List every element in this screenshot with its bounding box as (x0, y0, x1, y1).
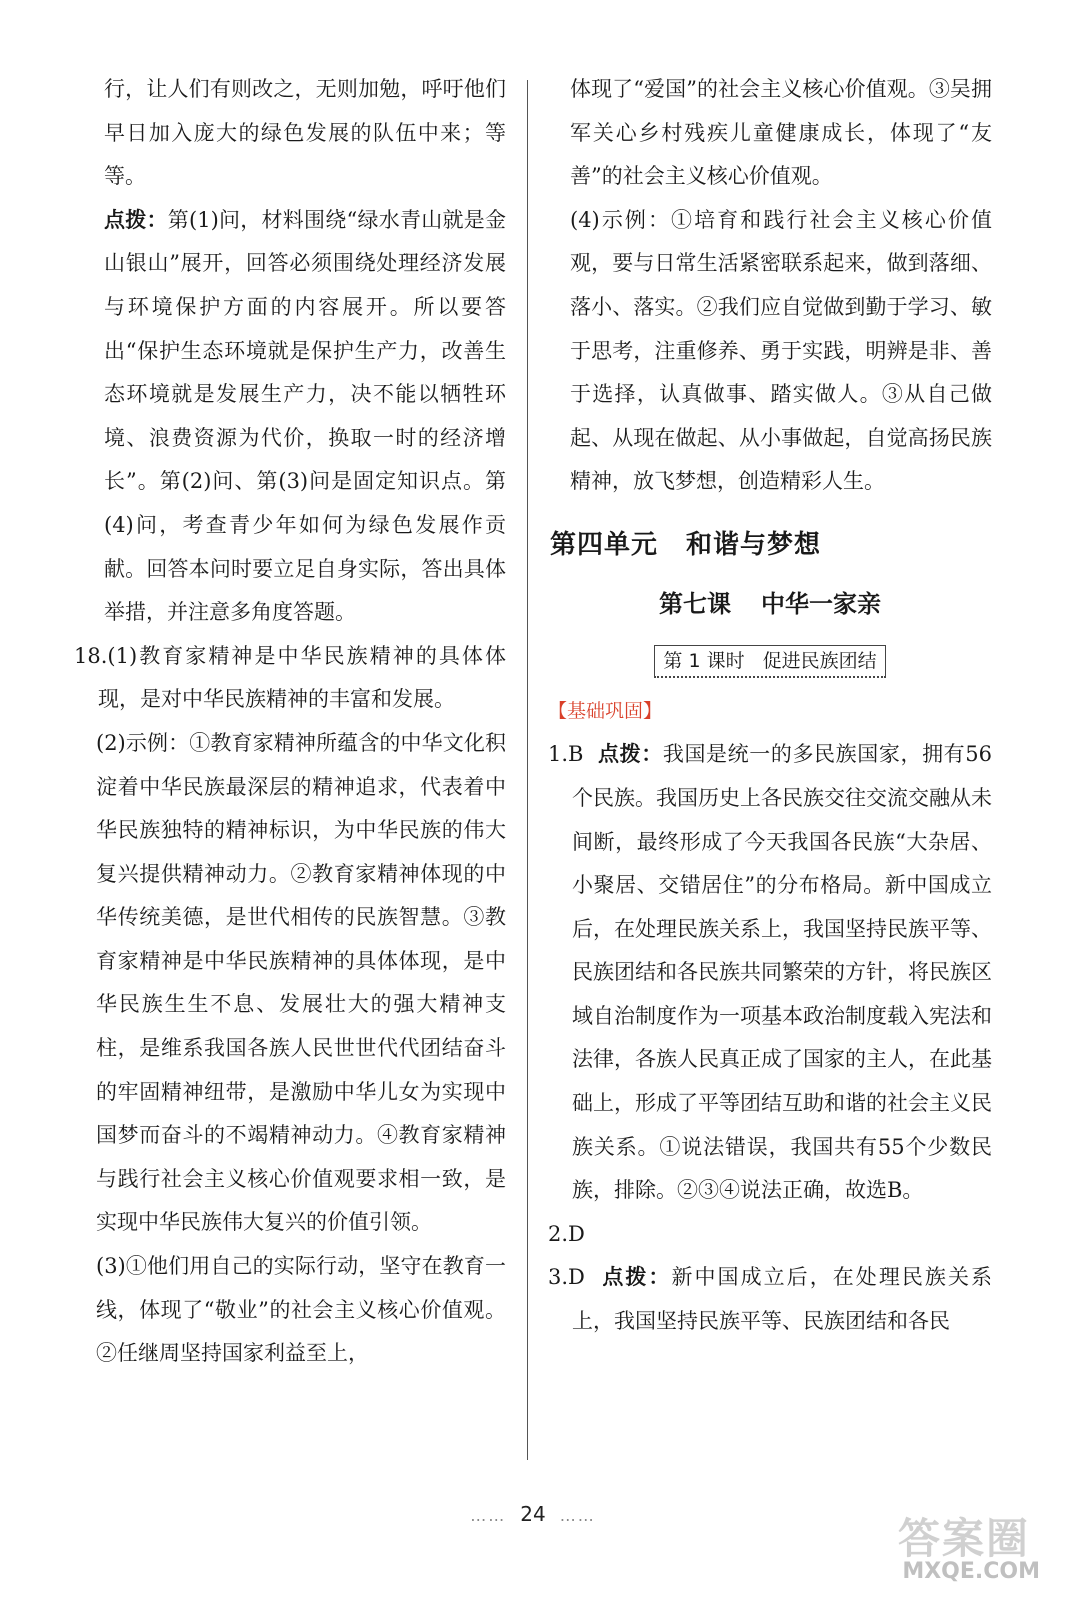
answer-number: 3.D (548, 1265, 585, 1290)
section-tag-text: 【基础巩固】 (548, 699, 663, 722)
period-name: 促进民族团结 (762, 650, 877, 673)
tip-label: 点拨： (602, 1265, 672, 1290)
question-18-part-3: (3)①他们用自己的实际行动，坚守在教育一线，体现了“敬业”的社会主义核心价值观。②任继周坚持国家利益至上， (96, 1254, 506, 1366)
tip-label: 点拨： (598, 742, 663, 767)
answer-text: 新中国成立后，在处理民族关系上，我国坚持民族平等、民族团结和各民 (572, 1265, 993, 1334)
section-tag (548, 689, 992, 734)
period-heading (548, 639, 992, 683)
lesson-number: 第七课 (659, 588, 731, 618)
lesson-title (548, 582, 992, 626)
period-box (654, 645, 885, 678)
tip-text: 第(1)问，材料围绕“绿水青山就是金山银山”展开，回答必须围绕处理经济发展与环境保护方面的内容展开。所以要答出“保护生态环境就是保护生产力，改善生态环境就是发展生产力，决不能以牺牲环境、浪费资源为代价，换取一时的经济增长”。第(2)问、第(3)问是固定知识点。第(4)问，考查青少年如何为绿色发展作贡献。回答本问时要立足自身实际，答出具体举措，并注意多角度答题。 (104, 207, 507, 625)
answer-number: 1.B (548, 742, 584, 767)
question-18-part-2: (2)示例：①教育家精神所蕴含的中华文化积淀着中华民族最深层的精神追求，代表着中华民族独特的精神标识，为中华民族的伟大复兴提供精神动力。②教育家精神体现的中华传统美德，是世代相传的民族智慧。③教育家精神是中华民族精神的具体体现，是中华民族生生不息、发展壮大的强大精神支柱，是维系我国各族人民世世代代团结奋斗的牢固精神纽带，是激励中华儿女为实现中国梦而奋斗的不竭精神动力。④教育家精神与践行社会主义核心价值观要求相一致，是实现中华民族伟大复兴的价值引领。 (96, 730, 506, 1235)
period-number: 第 1 课时 (663, 650, 745, 673)
watermark-top-text: 答案圈 (897, 1514, 1030, 1563)
answer-2: 2.D (548, 1221, 585, 1246)
paragraph: 体现了“爱国”的社会主义核心价值观。③吴拥军关心乡村残疾儿童健康成长，体现了“友善”的社会主义核心价值观。 (570, 77, 992, 189)
answer-text: 我国是统一的多民族国家，拥有56个民族。我国历史上各民族交往交流交融从未间断，最终形成了今天我国各民族“大杂居、小聚居、交错居住”的分布格局。新中国成立后，在处理民族关系上，我国坚持民族平等、民族团结和各民族共同繁荣的方针，将民族区域自治制度作为一项基本政治制度载入宪法和法律，各族人民真正成了国家的主人，在此基础上，形成了平等团结互助和谐的社会主义民族关系。①说法错误，我国共有55个少数民族，排除。②③④说法正确，故选B。 (572, 742, 992, 1203)
watermark-logo (850, 1506, 1040, 1584)
column-divider (527, 80, 528, 1460)
paragraph: 行，让人们有则改之，无则加勉，呼吁他们早日加入庞大的绿色发展的队伍中来；等等。 (104, 77, 506, 189)
footer-dots-left: …… (470, 1506, 507, 1525)
paragraph: (4)示例：①培育和践行社会主义核心价值观，要与日常生活紧密联系起来，做到落细、落小、落实。②我们应自觉做到勤于学习、敏于思考，注重修养、勇于实践，明辨是非、善于选择，认真做事、踏实做人。③从自己做起、从现在做起、从小事做起，自觉高扬民族精神，放飞梦想，创造精彩人生。 (570, 207, 992, 494)
tip-paragraph (74, 199, 506, 635)
question-18-part-1: 18.(1)教育家精神是中华民族精神的具体体现，是对中华民族精神的丰富和发展。 (74, 643, 506, 712)
page-number: 24 (520, 1502, 546, 1526)
unit-name: 和谐与梦想 (686, 529, 822, 560)
left-column (74, 68, 506, 1376)
right-column (548, 68, 992, 1344)
unit-title (550, 524, 992, 568)
answer-3 (548, 1256, 992, 1343)
watermark-bottom-text: MXQE.COM (902, 1559, 1040, 1584)
lesson-name: 中华一家亲 (761, 588, 881, 618)
tip-label: 点拨： (104, 207, 168, 232)
footer-dots-right: …… (559, 1506, 596, 1525)
answer-1 (548, 733, 992, 1213)
unit-number: 第四单元 (550, 529, 659, 560)
